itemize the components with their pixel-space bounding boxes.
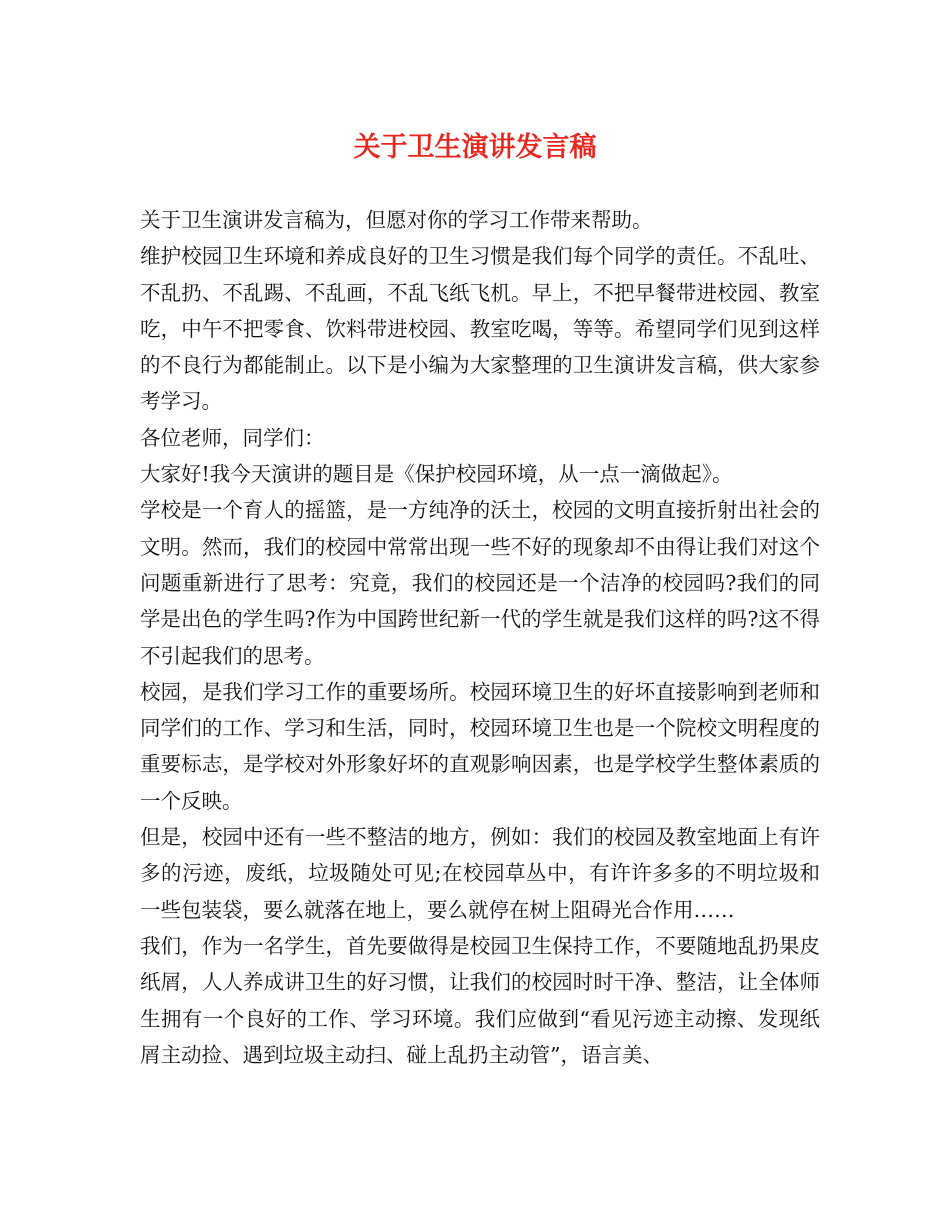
paragraph-school: 学校是一个育人的摇篮，是一方纯净的沃土，校园的文明直接折射出社会的文明。然而，我们的校园中常常出现一些不好的现象却不由得让我们对这个问题重新进行了思考：究竟，我们的校园还是一个洁净的校园吗?我们的同学是出色的学生吗?作为中国跨世纪新一代的学生就是我们这样的吗?这不得不引起我们的思考。 <box>140 498 820 668</box>
paragraph-action: 我们，作为一名学生，首先要做得是校园卫生保持工作，不要随地乱扔果皮纸屑，人人养成讲卫生的好习惯，让我们的校园时时干净、整洁，让全体师生拥有一个良好的工作、学习环境。我们应做到“看见污迹主动擦、发现纸屑主动捡、遇到垃圾主动扫、碰上乱扔主动管”，语言美、 <box>140 933 820 1067</box>
paragraph-greeting: 各位老师，同学们： <box>140 425 325 450</box>
document-title: 关于卫生演讲发言稿 <box>353 132 597 163</box>
paragraph-topic: 大家好!我今天演讲的题目是《保护校园环境，从一点一滴做起》。 <box>140 462 733 487</box>
paragraph-problems: 但是，校园中还有一些不整洁的地方，例如：我们的校园及教室地面上有许多的污迹，废纸，垃圾随处可见;在校园草丛中，有许许多多的不明垃圾和一些包装袋，要么就落在地上，要么就停在树上阻碍光合作用…… <box>140 825 820 922</box>
paragraph-campus: 校园，是我们学习工作的重要场所。校园环境卫生的好坏直接影响到老师和同学们的工作、学习和生活，同时，校园环境卫生也是一个院校文明程度的重要标志，是学校对外形象好坏的直观影响因素，也是学校学生整体素质的一个反映。 <box>140 679 820 813</box>
paragraph-intro: 关于卫生演讲发言稿为，但愿对你的学习工作带来帮助。 <box>140 208 653 232</box>
paragraph-responsibility: 维护校园卫生环境和养成良好的卫生习惯是我们每个同学的责任。不乱吐、不乱扔、不乱踢、不乱画，不乱飞纸飞机。早上，不把早餐带进校园、教室吃，中午不把零食、饮料带进校园、教室吃喝，等等。希望同学们见到这样的不良行为都能制止。以下是小编为大家整理的卫生演讲发言稿，供大家参考学习。 <box>140 244 820 414</box>
document-body <box>140 202 820 1073</box>
